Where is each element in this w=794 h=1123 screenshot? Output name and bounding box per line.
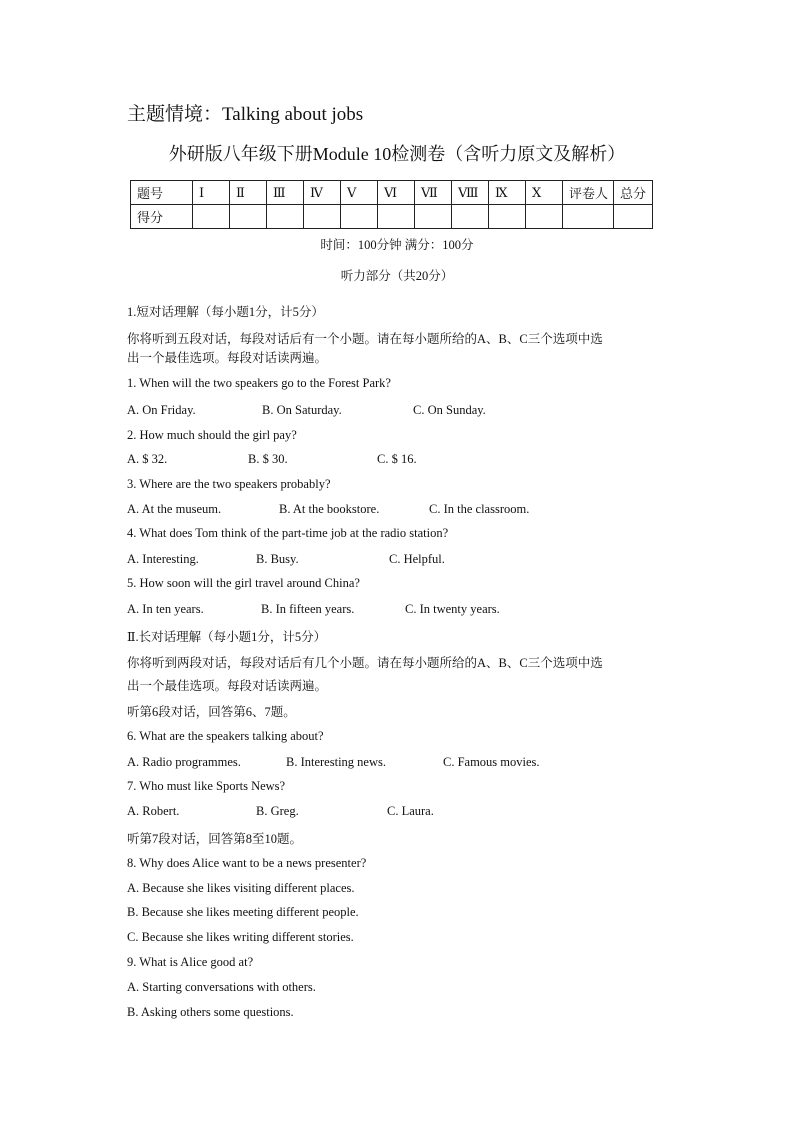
section-2-title: Ⅱ.长对话理解（每小题1分，计5分）: [127, 630, 327, 644]
table-cell: Ⅷ: [452, 181, 489, 205]
question-text: 6. What are the speakers talking about?: [127, 729, 324, 743]
table-cell: Ⅳ: [304, 181, 341, 205]
option-a: A. Starting conversations with others.: [127, 980, 316, 994]
section-1-instructions: 你将听到五段对话，每段对话后有一个小题。请在每小题所给的A、B、C三个选项中选: [127, 332, 603, 346]
table-cell: Ⅵ: [378, 181, 415, 205]
option-c: C. Laura.: [387, 804, 434, 818]
score-table-score-row: [131, 205, 653, 229]
table-cell: [304, 205, 341, 229]
question-text: 2. How much should the girl pay?: [127, 428, 297, 442]
option-c: C. Famous movies.: [443, 755, 540, 769]
option-a: A. Interesting.: [127, 552, 199, 566]
table-cell: [452, 205, 489, 229]
option-a: A. On Friday.: [127, 403, 196, 417]
dialog-6-header: 听第6段对话，回答第6、7题。: [127, 705, 296, 719]
option-b: B. $ 30.: [248, 452, 288, 466]
option-c: C. In the classroom.: [429, 502, 530, 516]
option-a: A. At the museum.: [127, 502, 222, 516]
option-b: B. At the bookstore.: [279, 502, 380, 516]
table-cell: Ⅰ: [193, 181, 230, 205]
option-a: A. Radio programmes.: [127, 755, 241, 769]
table-cell: [614, 205, 653, 229]
question-text: 8. Why does Alice want to be a news presenter?: [127, 856, 367, 870]
option-a: A. Robert.: [127, 804, 180, 818]
question-text: 1. When will the two speakers go to the Forest Park?: [127, 376, 391, 390]
page-title: 外研版八年级下册Module 10检测卷（含听力原文及解析）: [168, 144, 626, 164]
option-c: C. In twenty years.: [405, 602, 500, 616]
score-table-header-row: [131, 181, 653, 205]
option-c: C. Helpful.: [389, 552, 445, 566]
section-1-instructions-cont: 出一个最佳选项。每段对话读两遍。: [127, 351, 328, 365]
table-cell: Ⅱ: [230, 181, 267, 205]
option-b: B. Busy.: [256, 552, 299, 566]
table-cell: [267, 205, 304, 229]
option-a: A. Because she likes visiting different places.: [127, 881, 355, 895]
listening-header: 听力部分（共20分）: [340, 269, 454, 283]
dialog-7-header: 听第7段对话，回答第8至10题。: [127, 832, 303, 846]
table-cell: Ⅶ: [415, 181, 452, 205]
theme-heading: 主题情境：Talking about jobs: [127, 104, 364, 125]
score-table: [130, 180, 653, 229]
option-b: B. Asking others some questions.: [127, 1005, 294, 1019]
section-1-title: 1.短对话理解（每小题1分，计5分）: [127, 305, 324, 319]
question-text: 9. What is Alice good at?: [127, 955, 254, 969]
table-cell: Ⅴ: [341, 181, 378, 205]
table-cell: 题号: [131, 181, 193, 205]
section-2-instructions: 你将听到两段对话，每段对话后有几个小题。请在每小题所给的A、B、C三个选项中选: [127, 656, 603, 670]
table-cell: Ⅹ: [526, 181, 563, 205]
table-cell: [378, 205, 415, 229]
option-a: A. $ 32.: [127, 452, 168, 466]
table-cell: [341, 205, 378, 229]
table-cell: Ⅲ: [267, 181, 304, 205]
table-cell: [193, 205, 230, 229]
question-text: 4. What does Tom think of the part-time job at the radio station?: [127, 526, 449, 540]
option-b: B. On Saturday.: [262, 403, 342, 417]
table-cell: 评卷人: [563, 181, 614, 205]
table-cell: [415, 205, 452, 229]
question-text: 5. How soon will the girl travel around China?: [127, 576, 360, 590]
option-b: B. Because she likes meeting different people.: [127, 905, 359, 919]
option-a: A. In ten years.: [127, 602, 204, 616]
section-2-instructions-cont: 出一个最佳选项。每段对话读两遍。: [127, 679, 328, 693]
table-cell: [489, 205, 526, 229]
option-c: C. On Sunday.: [413, 403, 486, 417]
table-cell: [526, 205, 563, 229]
time-info: 时间：100分钟 满分：100分: [320, 238, 474, 252]
option-b: B. In fifteen years.: [261, 602, 355, 616]
table-cell: 得分: [131, 205, 193, 229]
question-text: 3. Where are the two speakers probably?: [127, 477, 331, 491]
table-cell: Ⅸ: [489, 181, 526, 205]
table-cell: 总分: [614, 181, 653, 205]
option-c: C. Because she likes writing different stories.: [127, 930, 354, 944]
option-b: B. Interesting news.: [286, 755, 386, 769]
option-c: C. $ 16.: [377, 452, 417, 466]
question-text: 7. Who must like Sports News?: [127, 779, 286, 793]
table-cell: [230, 205, 267, 229]
option-b: B. Greg.: [256, 804, 299, 818]
table-cell: [563, 205, 614, 229]
